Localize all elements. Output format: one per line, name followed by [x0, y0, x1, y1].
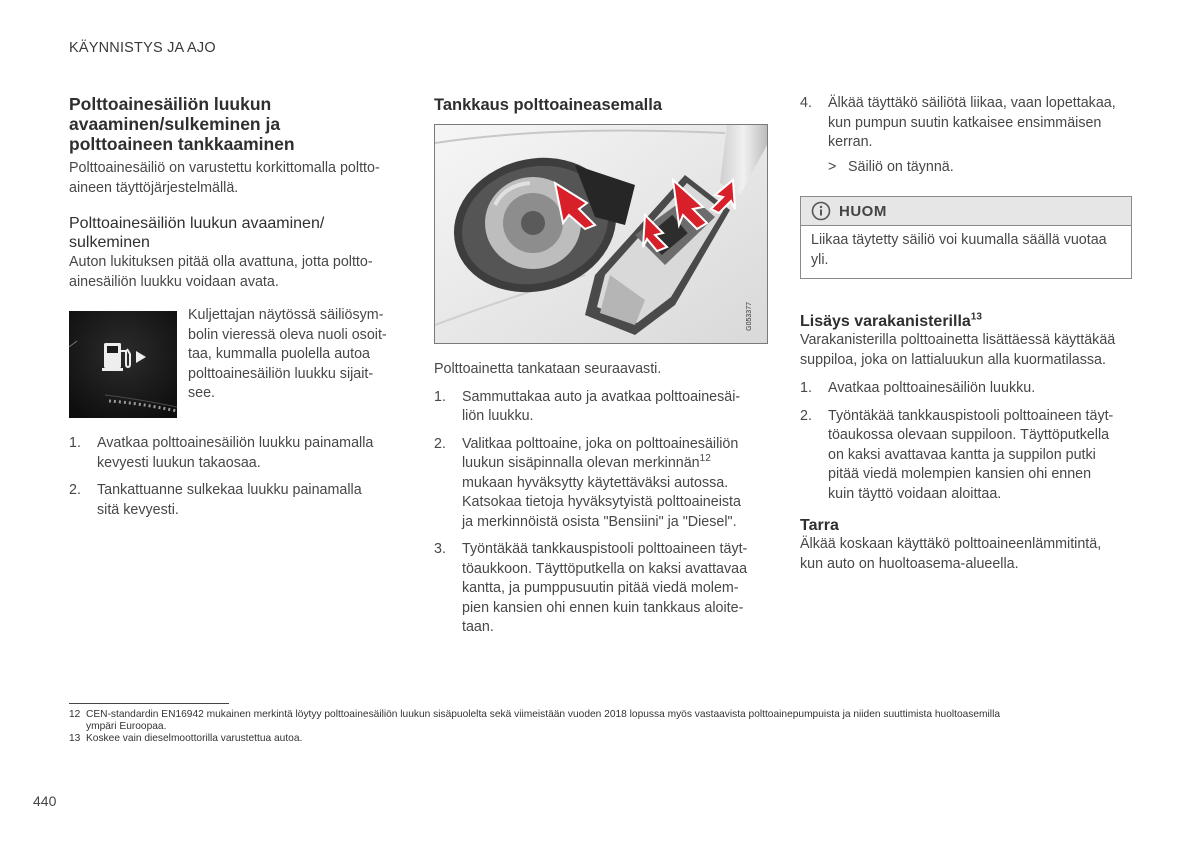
fueling-steps [434, 388, 768, 638]
heading-canister [800, 312, 1134, 331]
column-2 [434, 94, 768, 638]
footnote-ref: 13 [970, 311, 982, 323]
footnote-number: 12 [69, 709, 81, 720]
footnote-number: 13 [69, 733, 81, 744]
fuel-filler-illustration [434, 124, 768, 344]
text-line: sulkeminen [69, 234, 150, 251]
text-line: Valitkaa polttoaine, joka on polttoainesäiliön [462, 435, 739, 452]
text-line: Avatkaa polttoainesäiliön luukku painamalla [97, 435, 374, 451]
driver-display-graphic [69, 311, 177, 418]
text-line: pien kansien ohi ennen kuin tankkaus aloite- [462, 599, 744, 616]
list-item [800, 379, 1134, 399]
text-line: kantta, ja pumppusuutin pitää viedä molem- [462, 580, 739, 596]
text-line: Varakanisterilla polttoainetta lisättäessä käyttäkää [800, 332, 1116, 348]
text-line: liön luukku. [462, 408, 534, 424]
unlock-text [69, 253, 403, 292]
main-heading [69, 94, 403, 154]
fueling-steps-continued [800, 94, 1134, 153]
text-line: Liikaa täytetty säiliö voi kuumalla säällä vuotaa [811, 232, 1107, 248]
page-number: 440 [33, 793, 57, 809]
footnote-ref: 12 [699, 453, 711, 465]
canister-steps [800, 379, 1134, 504]
text-line: Koskee vain dieselmoottorilla varustettua autoa. [86, 733, 303, 744]
intro-text [69, 159, 403, 198]
note-body [801, 226, 1131, 278]
main-heading-line: polttoaineen tankkaaminen [69, 134, 295, 154]
text-line: töaukkoon. Täyttöputkella on kaksi avattavaa [462, 560, 748, 577]
text-line: Polttoainesäiliön luukun avaaminen/ [69, 215, 325, 232]
display-figure [69, 306, 403, 424]
text-line: ainesäiliön luukku voidaan avata. [69, 273, 279, 290]
tarra-text [800, 535, 1134, 574]
step-number: 3. [434, 541, 446, 557]
list-item [69, 434, 403, 473]
heading-fueling-station: Tankkaus polttoaineasemalla [434, 96, 663, 114]
text-line: Sammuttakaa auto ja avatkaa polttoainesäi- [462, 388, 741, 405]
note-box [800, 196, 1132, 279]
driver-display-image [69, 311, 177, 418]
list-item [434, 435, 768, 533]
result-text: Säiliö on täynnä. [848, 158, 954, 175]
step-number: 2. [800, 407, 812, 424]
text-line: polttoainesäiliön luukku sijait- [188, 365, 374, 382]
subheading-open-close [69, 214, 403, 252]
step-number: 2. [69, 482, 81, 498]
text-line: Työntäkää tankkauspistooli polttoaineen täyt- [462, 541, 748, 557]
step-number: 1. [800, 380, 812, 396]
text-line: Katsokaa tietoja hyväksytyistä polttoaineista [462, 494, 741, 510]
fuel-filler-graphic [435, 125, 767, 343]
text-line: Avatkaa polttoainesäiliön luukku. [828, 380, 1036, 396]
main-heading-line: Polttoainesäiliön luukun [69, 94, 272, 114]
footnote-13 [69, 733, 1129, 745]
text-line: Auton lukituksen pitää olla avattuna, jotta poltto- [69, 254, 373, 270]
text-line: kun auto on huoltoasema-alueella. [800, 555, 1019, 572]
text-line: kun pumpun suutin katkaisee ensimmäisen [828, 114, 1102, 131]
step-number: 1. [434, 388, 446, 405]
text-line: mukaan hyväksytty käytettäväksi autossa. [462, 474, 729, 491]
text-line: Työntäkää tankkauspistooli polttoaineen täyt- [828, 407, 1114, 424]
text-line: taan. [462, 619, 494, 635]
image-code: G053377 [746, 302, 753, 331]
info-icon [811, 201, 831, 221]
list-item [434, 540, 768, 638]
text-line: kevyesti luukun takaosaa. [97, 454, 261, 471]
list-item [800, 407, 1134, 505]
section-header: KÄYNNISTYS JA AJO [69, 40, 216, 56]
column-3 [800, 94, 1134, 574]
text-line: töaukossa olevaan suppiloon. Täyttöputkella [828, 427, 1110, 443]
text-line: Tankattuanne sulkekaa luukku painamalla [97, 482, 362, 498]
footnote-rule [69, 703, 229, 704]
text-line: luukun sisäpinnalla olevan merkinnän [462, 455, 700, 471]
footnote-12 [69, 709, 1129, 732]
text-line: bolin vieressä oleva nuoli osoit- [188, 326, 387, 343]
text-line: see. [188, 385, 216, 401]
column-1 [69, 94, 403, 520]
list-item [800, 94, 1134, 153]
list-item [434, 388, 768, 427]
text-line: Älkää koskaan käyttäkö polttoaineenlämmitintä, [800, 536, 1102, 552]
text-line: CEN-standardin EN16942 mukainen merkintä löytyy polttoainesäiliön luukun sisäpuolelta sekä viimeistään vuoden 2018 lopussa myös vastaavista polttoainepumpuista ja niiden suuttimista huoltoasemilla [86, 709, 1000, 720]
text-line: aineen täyttöjärjestelmällä. [69, 179, 239, 196]
text-line: pitää viedä molempien kansien ohi ennen [828, 466, 1092, 482]
heading-text: Lisäys varakanisterilla [800, 313, 971, 330]
step-number: 2. [434, 435, 446, 452]
step-number: 4. [800, 95, 812, 111]
text-line: ja merkinnöistä osista "Bensiini" ja "Diesel". [462, 513, 737, 530]
step-result [800, 158, 1134, 178]
text-line: Älkää täyttäkö säiliötä liikaa, vaan lopettakaa, [828, 95, 1116, 111]
text-line: kerran. [828, 134, 873, 150]
text-line: taa, kummalla puolella autoa [188, 346, 370, 362]
opening-steps [69, 434, 403, 520]
heading-tarra: Tarra [800, 517, 839, 534]
note-header [801, 197, 1131, 226]
text-line: suppiloa, joka on lattialuukun alla kuormatilassa. [800, 351, 1106, 368]
text-line: yli. [811, 251, 829, 268]
text-line: sitä kevyesti. [97, 501, 179, 518]
step-number: 1. [69, 435, 81, 451]
fueling-intro: Polttoainetta tankataan seuraavasti. [434, 361, 662, 377]
note-title: HUOM [839, 202, 887, 220]
canister-text [800, 331, 1134, 370]
main-heading-line: avaaminen/sulkeminen ja [69, 114, 281, 134]
text-line: kuin täyttö voidaan aloittaa. [828, 485, 1002, 502]
text-line: Kuljettajan näytössä säiliösym- [188, 307, 384, 323]
list-item [69, 481, 403, 520]
display-caption [188, 306, 403, 404]
result-arrow: > [828, 158, 837, 175]
text-line: Polttoainesäiliö on varustettu korkittomalla poltto- [69, 160, 380, 176]
text-line: ympäri Euroopaa. [86, 720, 167, 732]
text-line: on kaksi avattavaa kantta ja suppilon putki [828, 446, 1096, 463]
